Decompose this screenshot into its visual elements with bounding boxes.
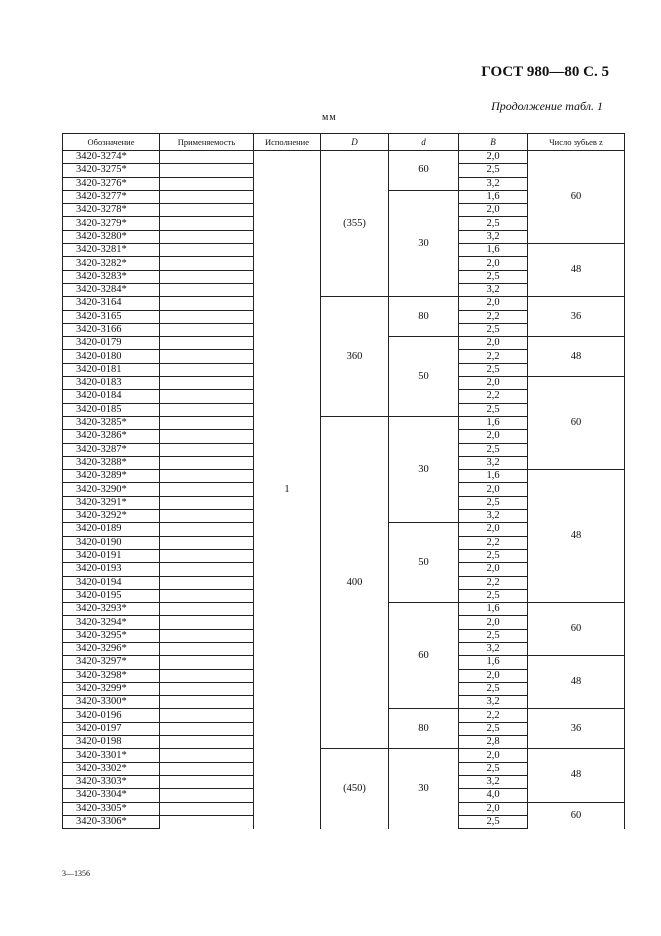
applicability-cell (160, 629, 254, 642)
d-cell: 50 (389, 523, 459, 603)
designation-cell: 3420-0189 (63, 523, 160, 536)
teeth-count-cell: 48 (528, 470, 625, 603)
B-cell: 2,0 (459, 151, 528, 164)
designation-cell: 3420-3285* (63, 416, 160, 429)
applicability-cell (160, 789, 254, 802)
applicability-cell (160, 164, 254, 177)
applicability-cell (160, 736, 254, 749)
applicability-cell (160, 549, 254, 562)
applicability-cell (160, 775, 254, 788)
applicability-cell (160, 483, 254, 496)
applicability-cell (160, 510, 254, 523)
designation-cell: 3420-3286* (63, 430, 160, 443)
designation-cell: 3420-3277* (63, 190, 160, 203)
B-cell: 3,2 (459, 456, 528, 469)
applicability-cell (160, 709, 254, 722)
B-cell: 2,0 (459, 523, 528, 536)
B-cell: 3,2 (459, 283, 528, 296)
B-cell: 2,2 (459, 350, 528, 363)
B-cell: 1,6 (459, 244, 528, 257)
applicability-cell (160, 576, 254, 589)
designation-cell: 3420-3304* (63, 789, 160, 802)
B-cell: 2,5 (459, 363, 528, 376)
designation-cell: 3420-0179 (63, 337, 160, 350)
applicability-cell (160, 177, 254, 190)
footer-code: 3—1356 (62, 869, 90, 878)
teeth-count-cell: 48 (528, 337, 625, 377)
B-cell: 2,2 (459, 390, 528, 403)
designation-cell: 3420-3290* (63, 483, 160, 496)
d-cell: 50 (389, 337, 459, 417)
applicability-cell (160, 669, 254, 682)
applicability-cell (160, 363, 254, 376)
col-header-B: B (459, 134, 528, 151)
B-cell: 3,2 (459, 177, 528, 190)
D-cell: 400 (321, 416, 389, 748)
applicability-cell (160, 642, 254, 655)
designation-cell: 3420-3276* (63, 177, 160, 190)
designation-cell: 3420-3284* (63, 283, 160, 296)
B-cell: 2,5 (459, 496, 528, 509)
B-cell: 1,6 (459, 416, 528, 429)
B-cell: 2,8 (459, 736, 528, 749)
col-header-d: d (389, 134, 459, 151)
designation-cell: 3420-0181 (63, 363, 160, 376)
designation-cell: 3420-3303* (63, 775, 160, 788)
B-cell: 2,5 (459, 682, 528, 695)
designation-cell: 3420-3274* (63, 151, 160, 164)
d-cell: 30 (389, 416, 459, 522)
col-header-teeth: Число зубьев z (528, 134, 625, 151)
unit-label: мм (322, 112, 337, 123)
designation-cell: 3420-0197 (63, 722, 160, 735)
applicability-cell (160, 762, 254, 775)
applicability-cell (160, 430, 254, 443)
designation-cell: 3420-0185 (63, 403, 160, 416)
B-cell: 3,2 (459, 642, 528, 655)
applicability-cell (160, 350, 254, 363)
B-cell: 2,0 (459, 204, 528, 217)
B-cell: 2,0 (459, 430, 528, 443)
designation-cell: 3420-3294* (63, 616, 160, 629)
designation-cell: 3420-3287* (63, 443, 160, 456)
designation-cell: 3420-3299* (63, 682, 160, 695)
designation-cell: 3420-0194 (63, 576, 160, 589)
designation-cell: 3420-3306* (63, 815, 160, 828)
applicability-cell (160, 151, 254, 164)
applicability-cell (160, 523, 254, 536)
B-cell: 2,5 (459, 164, 528, 177)
B-cell: 2,2 (459, 709, 528, 722)
B-cell: 2,0 (459, 483, 528, 496)
applicability-cell (160, 815, 254, 828)
applicability-cell (160, 283, 254, 296)
applicability-cell (160, 616, 254, 629)
D-cell: (450) (321, 749, 389, 829)
B-cell: 2,5 (459, 815, 528, 828)
B-cell: 2,0 (459, 563, 528, 576)
applicability-cell (160, 802, 254, 815)
teeth-count-cell: 60 (528, 377, 625, 470)
B-cell: 2,0 (459, 749, 528, 762)
applicability-cell (160, 443, 254, 456)
designation-cell: 3420-0190 (63, 536, 160, 549)
B-cell: 2,5 (459, 589, 528, 602)
designation-cell: 3420-3300* (63, 696, 160, 709)
table-continuation-label: Продолжение табл. 1 (491, 99, 603, 113)
designation-cell: 3420-3305* (63, 802, 160, 815)
applicability-cell (160, 470, 254, 483)
B-cell: 2,5 (459, 217, 528, 230)
designation-cell: 3420-3282* (63, 257, 160, 270)
designation-cell: 3420-3301* (63, 749, 160, 762)
B-cell: 2,2 (459, 536, 528, 549)
designation-cell: 3420-3289* (63, 470, 160, 483)
B-cell: 2,5 (459, 403, 528, 416)
applicability-cell (160, 416, 254, 429)
applicability-cell (160, 496, 254, 509)
col-header-designation: Обозначение (63, 134, 160, 151)
B-cell: 2,0 (459, 297, 528, 310)
designation-cell: 3420-3296* (63, 642, 160, 655)
designation-cell: 3420-0183 (63, 377, 160, 390)
designation-cell: 3420-0184 (63, 390, 160, 403)
designation-cell: 3420-3292* (63, 510, 160, 523)
designation-cell: 3420-0196 (63, 709, 160, 722)
B-cell: 2,5 (459, 549, 528, 562)
B-cell: 2,0 (459, 377, 528, 390)
applicability-cell (160, 536, 254, 549)
B-cell: 1,6 (459, 190, 528, 203)
applicability-cell (160, 749, 254, 762)
applicability-cell (160, 696, 254, 709)
applicability-cell (160, 310, 254, 323)
designation-cell: 3420-3275* (63, 164, 160, 177)
table-body (63, 151, 625, 829)
applicability-cell (160, 563, 254, 576)
designation-cell: 3420-3166 (63, 323, 160, 336)
B-cell: 2,0 (459, 257, 528, 270)
B-cell: 2,5 (459, 629, 528, 642)
designation-cell: 3420-3279* (63, 217, 160, 230)
d-cell: 60 (389, 151, 459, 191)
B-cell: 2,0 (459, 337, 528, 350)
table-header-row (63, 134, 625, 151)
teeth-count-cell: 60 (528, 802, 625, 829)
B-cell: 2,5 (459, 762, 528, 775)
B-cell: 1,6 (459, 470, 528, 483)
B-cell: 2,2 (459, 310, 528, 323)
B-cell: 2,5 (459, 323, 528, 336)
designation-cell: 3420-3165 (63, 310, 160, 323)
B-cell: 3,2 (459, 230, 528, 243)
designation-cell: 3420-3281* (63, 244, 160, 257)
designation-cell: 3420-3302* (63, 762, 160, 775)
teeth-count-cell: 48 (528, 749, 625, 802)
B-cell: 4,0 (459, 789, 528, 802)
applicability-cell (160, 204, 254, 217)
designation-cell: 3420-0191 (63, 549, 160, 562)
d-cell: 30 (389, 190, 459, 296)
applicability-cell (160, 244, 254, 257)
applicability-cell (160, 456, 254, 469)
D-cell: 360 (321, 297, 389, 417)
applicability-cell (160, 230, 254, 243)
designation-cell: 3420-3291* (63, 496, 160, 509)
B-cell: 3,2 (459, 510, 528, 523)
designation-cell: 3420-3297* (63, 656, 160, 669)
designation-cell: 3420-0193 (63, 563, 160, 576)
applicability-cell (160, 603, 254, 616)
B-cell: 2,5 (459, 722, 528, 735)
teeth-count-cell: 36 (528, 297, 625, 337)
applicability-cell (160, 323, 254, 336)
designation-cell: 3420-3295* (63, 629, 160, 642)
teeth-count-cell: 60 (528, 151, 625, 244)
applicability-cell (160, 682, 254, 695)
designation-table (62, 133, 625, 829)
table-row (63, 297, 625, 310)
applicability-cell (160, 257, 254, 270)
designation-cell: 3420-0198 (63, 736, 160, 749)
applicability-cell (160, 403, 254, 416)
teeth-count-cell: 36 (528, 709, 625, 749)
B-cell: 1,6 (459, 603, 528, 616)
applicability-cell (160, 589, 254, 602)
applicability-cell (160, 656, 254, 669)
designation-cell: 3420-0195 (63, 589, 160, 602)
designation-cell: 3420-3164 (63, 297, 160, 310)
applicability-cell (160, 722, 254, 735)
B-cell: 2,2 (459, 576, 528, 589)
teeth-count-cell: 48 (528, 656, 625, 709)
B-cell: 3,2 (459, 696, 528, 709)
execution-cell: 1 (254, 151, 321, 829)
teeth-count-cell: 48 (528, 244, 625, 297)
applicability-cell (160, 377, 254, 390)
designation-cell: 3420-3288* (63, 456, 160, 469)
table-row (63, 749, 625, 762)
col-header-applicability: Применяемость (160, 134, 254, 151)
col-header-execution: Исполнение (254, 134, 321, 151)
B-cell: 2,0 (459, 669, 528, 682)
d-cell: 80 (389, 297, 459, 337)
designation-cell: 3420-3278* (63, 204, 160, 217)
applicability-cell (160, 390, 254, 403)
applicability-cell (160, 217, 254, 230)
teeth-count-cell: 60 (528, 603, 625, 656)
designation-cell: 3420-3298* (63, 669, 160, 682)
B-cell: 2,0 (459, 802, 528, 815)
d-cell: 80 (389, 709, 459, 749)
B-cell: 3,2 (459, 775, 528, 788)
B-cell: 1,6 (459, 656, 528, 669)
B-cell: 2,0 (459, 616, 528, 629)
designation-cell: 3420-0180 (63, 350, 160, 363)
designation-cell: 3420-3280* (63, 230, 160, 243)
applicability-cell (160, 270, 254, 283)
d-cell: 30 (389, 749, 459, 829)
designation-cell: 3420-3283* (63, 270, 160, 283)
document-header-title: ГОСТ 980—80 С. 5 (481, 64, 609, 80)
applicability-cell (160, 297, 254, 310)
applicability-cell (160, 337, 254, 350)
col-header-D: D (321, 134, 389, 151)
B-cell: 2,5 (459, 443, 528, 456)
B-cell: 2,5 (459, 270, 528, 283)
D-cell: (355) (321, 151, 389, 297)
d-cell: 60 (389, 603, 459, 709)
table-row (63, 151, 625, 164)
applicability-cell (160, 190, 254, 203)
designation-cell: 3420-3293* (63, 603, 160, 616)
